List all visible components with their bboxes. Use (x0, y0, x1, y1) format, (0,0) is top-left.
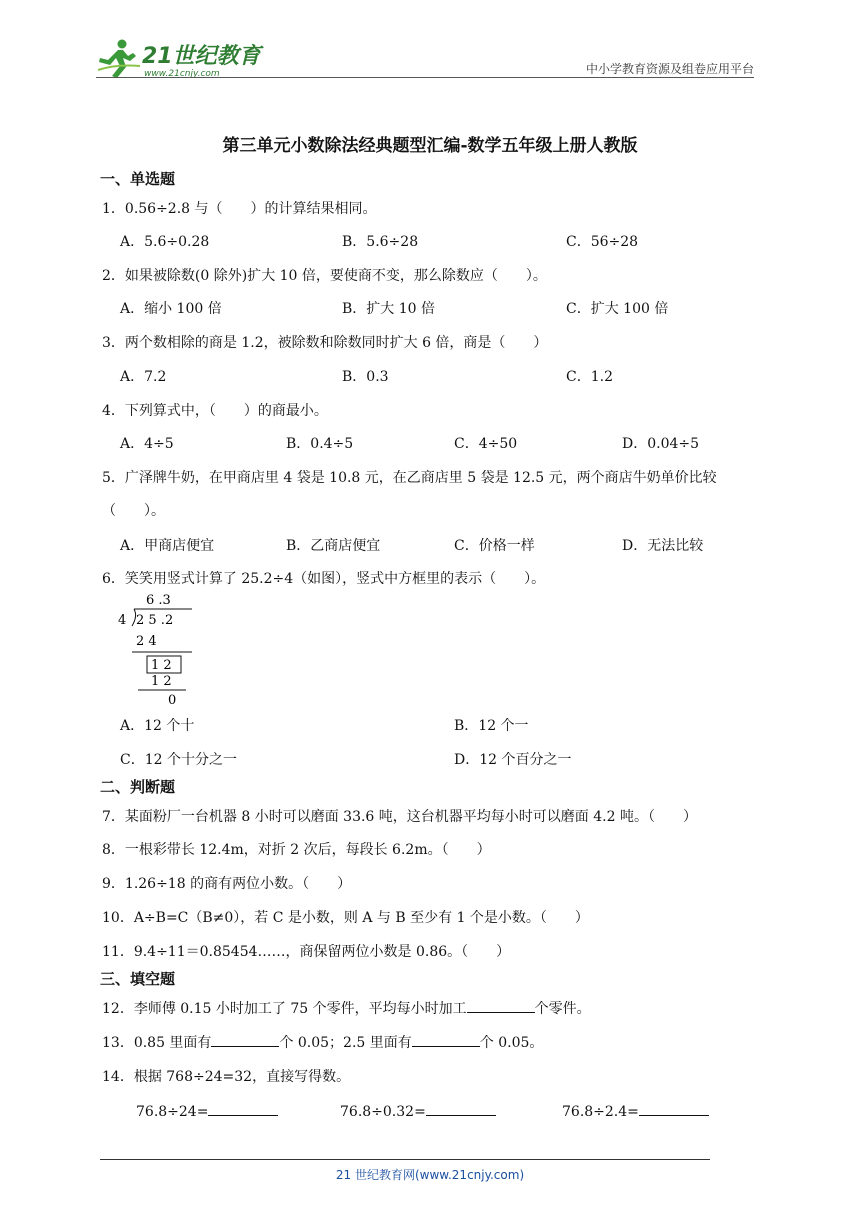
platform-name: 中小学教育资源及组卷应用平台 (585, 62, 754, 76)
option-c: C．1.2 (566, 369, 613, 385)
option-a: A．甲商店便宜 (120, 538, 215, 554)
question-3: 3．两个数相除的商是 1.2，被除数和除数同时扩大 6 倍，商是（ ） (102, 335, 548, 351)
header-divider (96, 77, 754, 78)
question-5: 5．广泽牌牛奶，在甲商店里 4 袋是 10.8 元，在乙商店里 5 袋是 12.5 元，两个商店牛奶单价比较 (102, 470, 717, 486)
question-14: 14．根据 768÷24=32，直接写得数。 (102, 1069, 351, 1085)
option-b: B．扩大 10 倍 (342, 301, 436, 317)
option-c: C．扩大 100 倍 (566, 301, 669, 317)
calc-item-1 (136, 1101, 278, 1120)
question-1: 1．0.56÷2.8 与（ ）的计算结果相同。 (102, 201, 377, 217)
question-5-continued: （ ）。 (102, 503, 165, 519)
calc-item-2 (340, 1101, 496, 1120)
question-8: 8．一根彩带长 12.4m，对折 2 次后，每段长 6.2m。（ ） (102, 842, 491, 858)
section-heading: 二、判断题 (100, 778, 176, 796)
question-12-text-end: 个零件。 (534, 1001, 591, 1017)
site-logo (96, 36, 266, 80)
option-d: D．12 个百分之一 (454, 752, 572, 768)
runner-icon (98, 40, 140, 79)
footer-divider (100, 1159, 710, 1160)
question-4: 4．下列算式中，（ ）的商最小。 (102, 403, 328, 419)
logo-text: 21世纪教育 (142, 44, 261, 69)
option-a: A．7.2 (120, 369, 167, 385)
option-b: B．乙商店便宜 (286, 538, 381, 554)
option-c: C．12 个十分之一 (120, 752, 237, 768)
option-c: C．56÷28 (566, 234, 639, 250)
footer-link[interactable]: 21 世纪教育网(www.21cnjy.com) (335, 1168, 525, 1182)
option-c: C．价格一样 (454, 538, 535, 554)
option-c: C．4÷50 (454, 436, 518, 452)
calc-expression: 76.8÷0.32= (340, 1104, 426, 1120)
question-12-text: 12．李师傅 0.15 小时加工了 75 个零件，平均每小时加工 (102, 1001, 467, 1017)
question-13-text: 13．0.85 里面有 (102, 1035, 212, 1051)
division-remainder: 0 (168, 693, 177, 708)
question-13-text-end: 个 0.05。 (479, 1035, 544, 1051)
answer-blank[interactable] (211, 1032, 279, 1047)
logo-url: www.21cnjy.com (144, 69, 220, 79)
division-divisor: 4 (118, 613, 127, 628)
division-quotient: 6 .3 (146, 593, 171, 608)
answer-blank[interactable] (412, 1032, 480, 1047)
question-10: 10．A÷B=C（B≠0），若 C 是小数，则 A 与 B 至少有 1 个是小数。（ ） (102, 910, 589, 926)
question-7: 7．某面粉厂一台机器 8 小时可以磨面 33.6 吨，这台机器平均每小时可以磨面 4.2 吨。（ ） (102, 809, 697, 825)
option-d: D．0.04÷5 (622, 436, 700, 452)
option-b: B．0.4÷5 (286, 436, 354, 452)
page-title: 第三单元小数除法经典题型汇编-数学五年级上册人教版 (222, 136, 638, 156)
division-step-2: 1 2 (151, 674, 172, 689)
option-a: A．4÷5 (120, 436, 174, 452)
answer-blank[interactable] (208, 1101, 278, 1116)
section-heading: 一、单选题 (100, 170, 176, 188)
calc-expression: 76.8÷2.4= (562, 1104, 639, 1120)
question-12 (102, 998, 591, 1018)
option-a: A．5.6÷0.28 (120, 234, 210, 250)
option-d: D．无法比较 (622, 538, 704, 554)
option-a: A．12 个十 (120, 718, 195, 734)
long-division-figure (116, 590, 206, 708)
option-a: A．缩小 100 倍 (120, 301, 222, 317)
question-6: 6．笑笑用竖式计算了 25.2÷4（如图），竖式中方框里的表示（ ）。 (102, 571, 546, 587)
calc-item-3 (562, 1101, 709, 1120)
section-heading: 三、填空题 (100, 970, 176, 988)
question-13-text-mid: 个 0.05；2.5 里面有 (279, 1035, 412, 1051)
calc-expression: 76.8÷24= (136, 1104, 209, 1120)
question-2: 2．如果被除数(0 除外)扩大 10 倍，要使商不变，那么除数应（ ）。 (102, 268, 547, 284)
question-13 (102, 1032, 543, 1052)
option-b: B．0.3 (342, 369, 389, 385)
question-9: 9．1.26÷18 的商有两位小数。（ ） (102, 876, 352, 892)
question-11: 11．9.4÷11＝0.85454……，商保留两位小数是 0.86。（ ） (102, 944, 511, 960)
division-boxed-value: 1 2 (151, 658, 172, 673)
option-b: B．12 个一 (454, 718, 529, 734)
option-b: B．5.6÷28 (342, 234, 419, 250)
division-dividend: 2 5 .2 (136, 613, 174, 628)
answer-blank[interactable] (467, 998, 535, 1013)
answer-blank[interactable] (426, 1101, 496, 1116)
division-step-1: 2 4 (136, 634, 157, 649)
answer-blank[interactable] (639, 1101, 709, 1116)
